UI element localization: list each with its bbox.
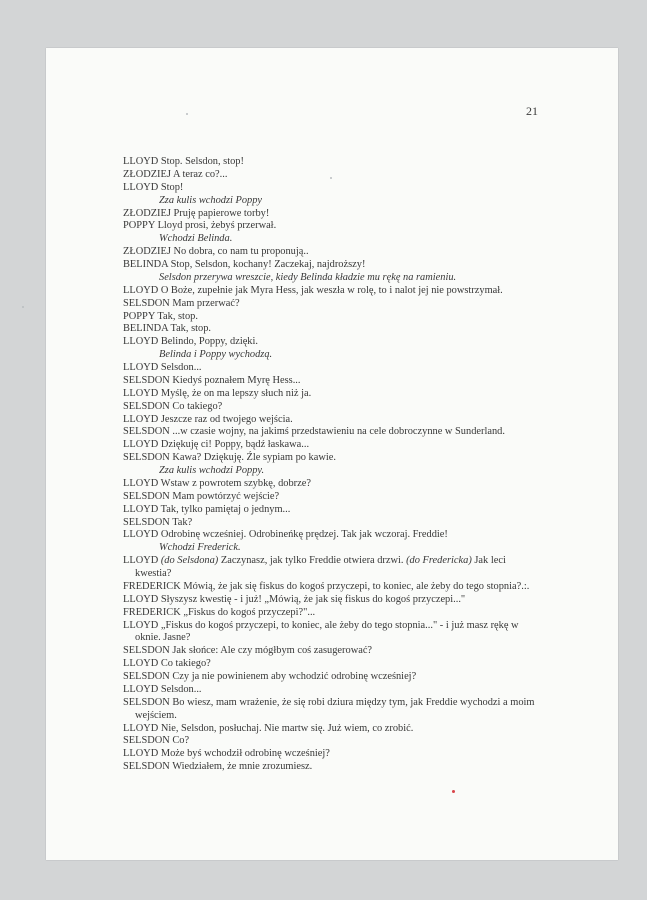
speaker-name: SELSDON	[123, 735, 170, 747]
dialogue-line	[123, 671, 543, 684]
speaker-name: LLOYD	[123, 748, 159, 760]
speech-text: Pruję papierowe torby!	[173, 207, 270, 219]
speaker-name: LLOYD	[123, 387, 159, 399]
speaker-name: SELSDON	[123, 297, 170, 309]
dialogue-line	[123, 311, 543, 324]
speaker-name: LLOYD	[123, 439, 159, 451]
speaker-name: LLOYD	[123, 156, 159, 167]
speech-text: No dobra, co nam tu proponują..	[173, 246, 309, 258]
speaker-name: ZŁODZIEJ	[123, 168, 171, 180]
dialogue-line	[123, 426, 543, 439]
speaker-name: LLOYD	[123, 503, 159, 515]
paper-speck	[186, 113, 188, 115]
inline-stage-note: (do Fredericka)	[406, 555, 472, 567]
speech-text: Wstaw z powrotem szybkę, dobrze?	[160, 477, 311, 489]
speech-text: Mam powtórzyć wejście?	[172, 490, 280, 502]
speech-text: Słyszysz kwestię - i już! „Mówią, że jak się fiskus do kogoś przyczepi..."	[160, 593, 466, 605]
dialogue-line	[123, 285, 543, 298]
dialogue-line	[123, 156, 543, 169]
speech-text: Może byś wchodził odrobinę wcześniej?	[160, 748, 330, 760]
speech-text: Belindo, Poppy, dzięki.	[160, 336, 258, 348]
speaker-name: BELINDA	[123, 259, 169, 270]
dialogue-line	[123, 607, 543, 620]
speaker-name: LLOYD	[123, 683, 159, 695]
dialogue-line	[123, 246, 543, 259]
speaker-name: SELSDON	[123, 490, 170, 502]
dialogue-line	[123, 723, 543, 736]
paper-speck	[330, 177, 332, 179]
dialogue-line	[123, 594, 543, 607]
dialogue-line	[123, 581, 543, 594]
dialogue-line	[123, 517, 543, 530]
dialogue-line	[123, 645, 543, 658]
speech-text: Lloyd prosi, żebyś przerwał.	[157, 220, 277, 232]
dialogue-line	[123, 336, 543, 349]
dialogue-line	[123, 761, 543, 774]
speech-text: Stop!	[160, 181, 184, 193]
speaker-name: LLOYD	[123, 555, 159, 567]
stage-direction: Zza kulis wchodzi Poppy.	[159, 465, 265, 476]
speech-text: Mam przerwać?	[172, 297, 240, 309]
dialogue-line	[123, 491, 543, 504]
speech-text: Co?	[172, 735, 190, 747]
speaker-name: LLOYD	[123, 181, 159, 193]
speech-text: O Boże, zupełnie jak Myra Hess, jak weszła w rolę, to i nalot jej nie powstrzymał.	[160, 284, 503, 296]
speaker-name: SELSDON	[123, 761, 170, 773]
speech-text: Tak, stop.	[157, 310, 198, 322]
stage-direction: Selsdon przerywa wreszcie, kiedy Belinda kładzie mu rękę na ramieniu.	[159, 271, 457, 283]
stage-direction: Wchodzi Belinda.	[159, 233, 233, 245]
dialogue-line	[123, 697, 543, 723]
dialogue-line	[123, 182, 543, 195]
speech-text: „Fiskus do kogoś przyczepi?"...	[183, 606, 316, 618]
speech-text: Tak, stop.	[170, 323, 211, 335]
speaker-name: SELSDON	[123, 671, 170, 682]
speech-text: Myślę, że on ma lepszy słuch niż ja.	[160, 387, 312, 399]
speaker-name: SELSDON	[123, 374, 170, 386]
speaker-name: LLOYD	[123, 722, 159, 734]
speaker-name: LLOYD	[123, 336, 159, 348]
speech-text: Mówią, że jak się fiskus do kogoś przyczepi, to koniec, ale żeby do tego stopnia?.:.	[183, 580, 530, 592]
dialogue-line	[123, 452, 543, 465]
stage-direction: Belinda i Poppy wychodzą.	[159, 349, 273, 361]
speaker-name: SELSDON	[123, 516, 170, 528]
dialogue-line	[123, 259, 543, 272]
speaker-name: SELSDON	[123, 645, 170, 657]
speech-text: „Fiskus do kogoś przyczepi, to koniec, ale żeby do tego stopnia..." - i już masz rękę w oknie. Jasne?	[135, 619, 519, 644]
speaker-name: POPPY	[123, 220, 155, 232]
speaker-name: LLOYD	[123, 362, 159, 373]
dialogue-line	[123, 504, 543, 517]
speech-text: Tak?	[172, 516, 193, 528]
dialogue-line	[123, 401, 543, 414]
dialogue-line	[123, 748, 543, 761]
dialogue-line	[123, 298, 543, 311]
dialogue-line	[123, 220, 543, 233]
speaker-name: ZŁODZIEJ	[123, 246, 171, 258]
speaker-name: POPPY	[123, 310, 155, 322]
speech-text: Nie, Selsdon, posłuchaj. Nie martw się. Już wiem, co zrobić.	[160, 722, 414, 734]
dialogue-line	[123, 169, 543, 182]
speech-text: Dziękuję ci! Poppy, bądź łaskawa...	[160, 439, 310, 451]
speech-text: Jeszcze raz od twojego wejścia.	[160, 413, 293, 425]
dialogue-line	[123, 439, 543, 452]
speaker-name: BELINDA	[123, 323, 169, 335]
dialogue-line	[123, 375, 543, 388]
speaker-name: FREDERICK	[123, 580, 181, 592]
page-number: 21	[526, 104, 538, 118]
speech-text: Kiedyś poznałem Myrę Hess...	[172, 374, 301, 386]
speaker-name: ZŁODZIEJ	[123, 207, 171, 219]
speech-text: Czy ja nie powinienem aby wchodzić odrobinę wcześniej?	[172, 671, 417, 682]
stage-direction: Zza kulis wchodzi Poppy	[159, 194, 263, 206]
speech-text: Stop, Selsdon, kochany! Zaczekaj, najdroższy!	[170, 259, 366, 270]
speech-text: Bo wiesz, mam wrażenie, że się robi dziura między tym, jak Freddie wychodzi a moim wejściem.	[135, 696, 535, 721]
speech-text: Tak, tylko pamiętaj o jednym...	[160, 503, 291, 515]
speech-text: Co takiego?	[172, 400, 223, 412]
dialogue-line	[123, 414, 543, 427]
dialogue-line	[123, 735, 543, 748]
paper-speck	[22, 306, 24, 308]
speech-text: ...w czasie wojny, na jakimś przedstawieniu na cele dobroczynne w Sunderland.	[172, 426, 505, 438]
speaker-name: SELSDON	[123, 426, 170, 438]
speech-text: Odrobinę wcześniej. Odrobineńkę prędzej. Tak jak wczoraj. Freddie!	[160, 529, 448, 541]
speaker-name: LLOYD	[123, 477, 159, 489]
speech-text: Jak leci kwestia?	[135, 555, 506, 579]
red-ink-dot	[452, 790, 455, 793]
dialogue-line	[123, 555, 543, 581]
speech-text: Kawa? Dziękuję. Źle sypiam po kawie.	[172, 452, 336, 464]
speech-text: A teraz co?...	[172, 168, 228, 180]
speech-text: Selsdon...	[160, 362, 202, 373]
speaker-name: SELSDON	[123, 452, 170, 464]
speaker-name: LLOYD	[123, 593, 159, 605]
dialogue-line	[123, 658, 543, 671]
dialogue-line	[123, 684, 543, 697]
speaker-name: LLOYD	[123, 658, 159, 670]
speech-text: Zaczynasz, jak tylko Freddie otwiera drzwi.	[218, 555, 407, 567]
speaker-name: SELSDON	[123, 400, 170, 412]
inline-stage-note: (do Selsdona)	[160, 555, 219, 567]
script-text	[123, 156, 543, 774]
speech-text: Jak słońce: Ale czy mógłbym coś zasugerować?	[172, 645, 373, 657]
dialogue-line	[123, 388, 543, 401]
speech-text: Selsdon...	[160, 683, 202, 695]
speaker-name: SELSDON	[123, 696, 170, 708]
dialogue-line	[123, 529, 543, 542]
speaker-name: FREDERICK	[123, 606, 181, 618]
dialogue-line	[123, 208, 543, 221]
dialogue-line	[123, 323, 543, 336]
dialogue-line	[123, 620, 543, 646]
speech-text: Wiedziałem, że mnie zrozumiesz.	[172, 761, 313, 773]
stage-direction: Wchodzi Frederick.	[159, 542, 241, 554]
speaker-name: LLOYD	[123, 284, 159, 296]
dialogue-line	[123, 478, 543, 491]
dialogue-line	[123, 362, 543, 375]
speech-text: Co takiego?	[160, 658, 211, 670]
speaker-name: LLOYD	[123, 529, 159, 541]
speaker-name: LLOYD	[123, 413, 159, 425]
speaker-name: LLOYD	[123, 619, 159, 631]
speech-text: Stop. Selsdon, stop!	[160, 156, 244, 167]
